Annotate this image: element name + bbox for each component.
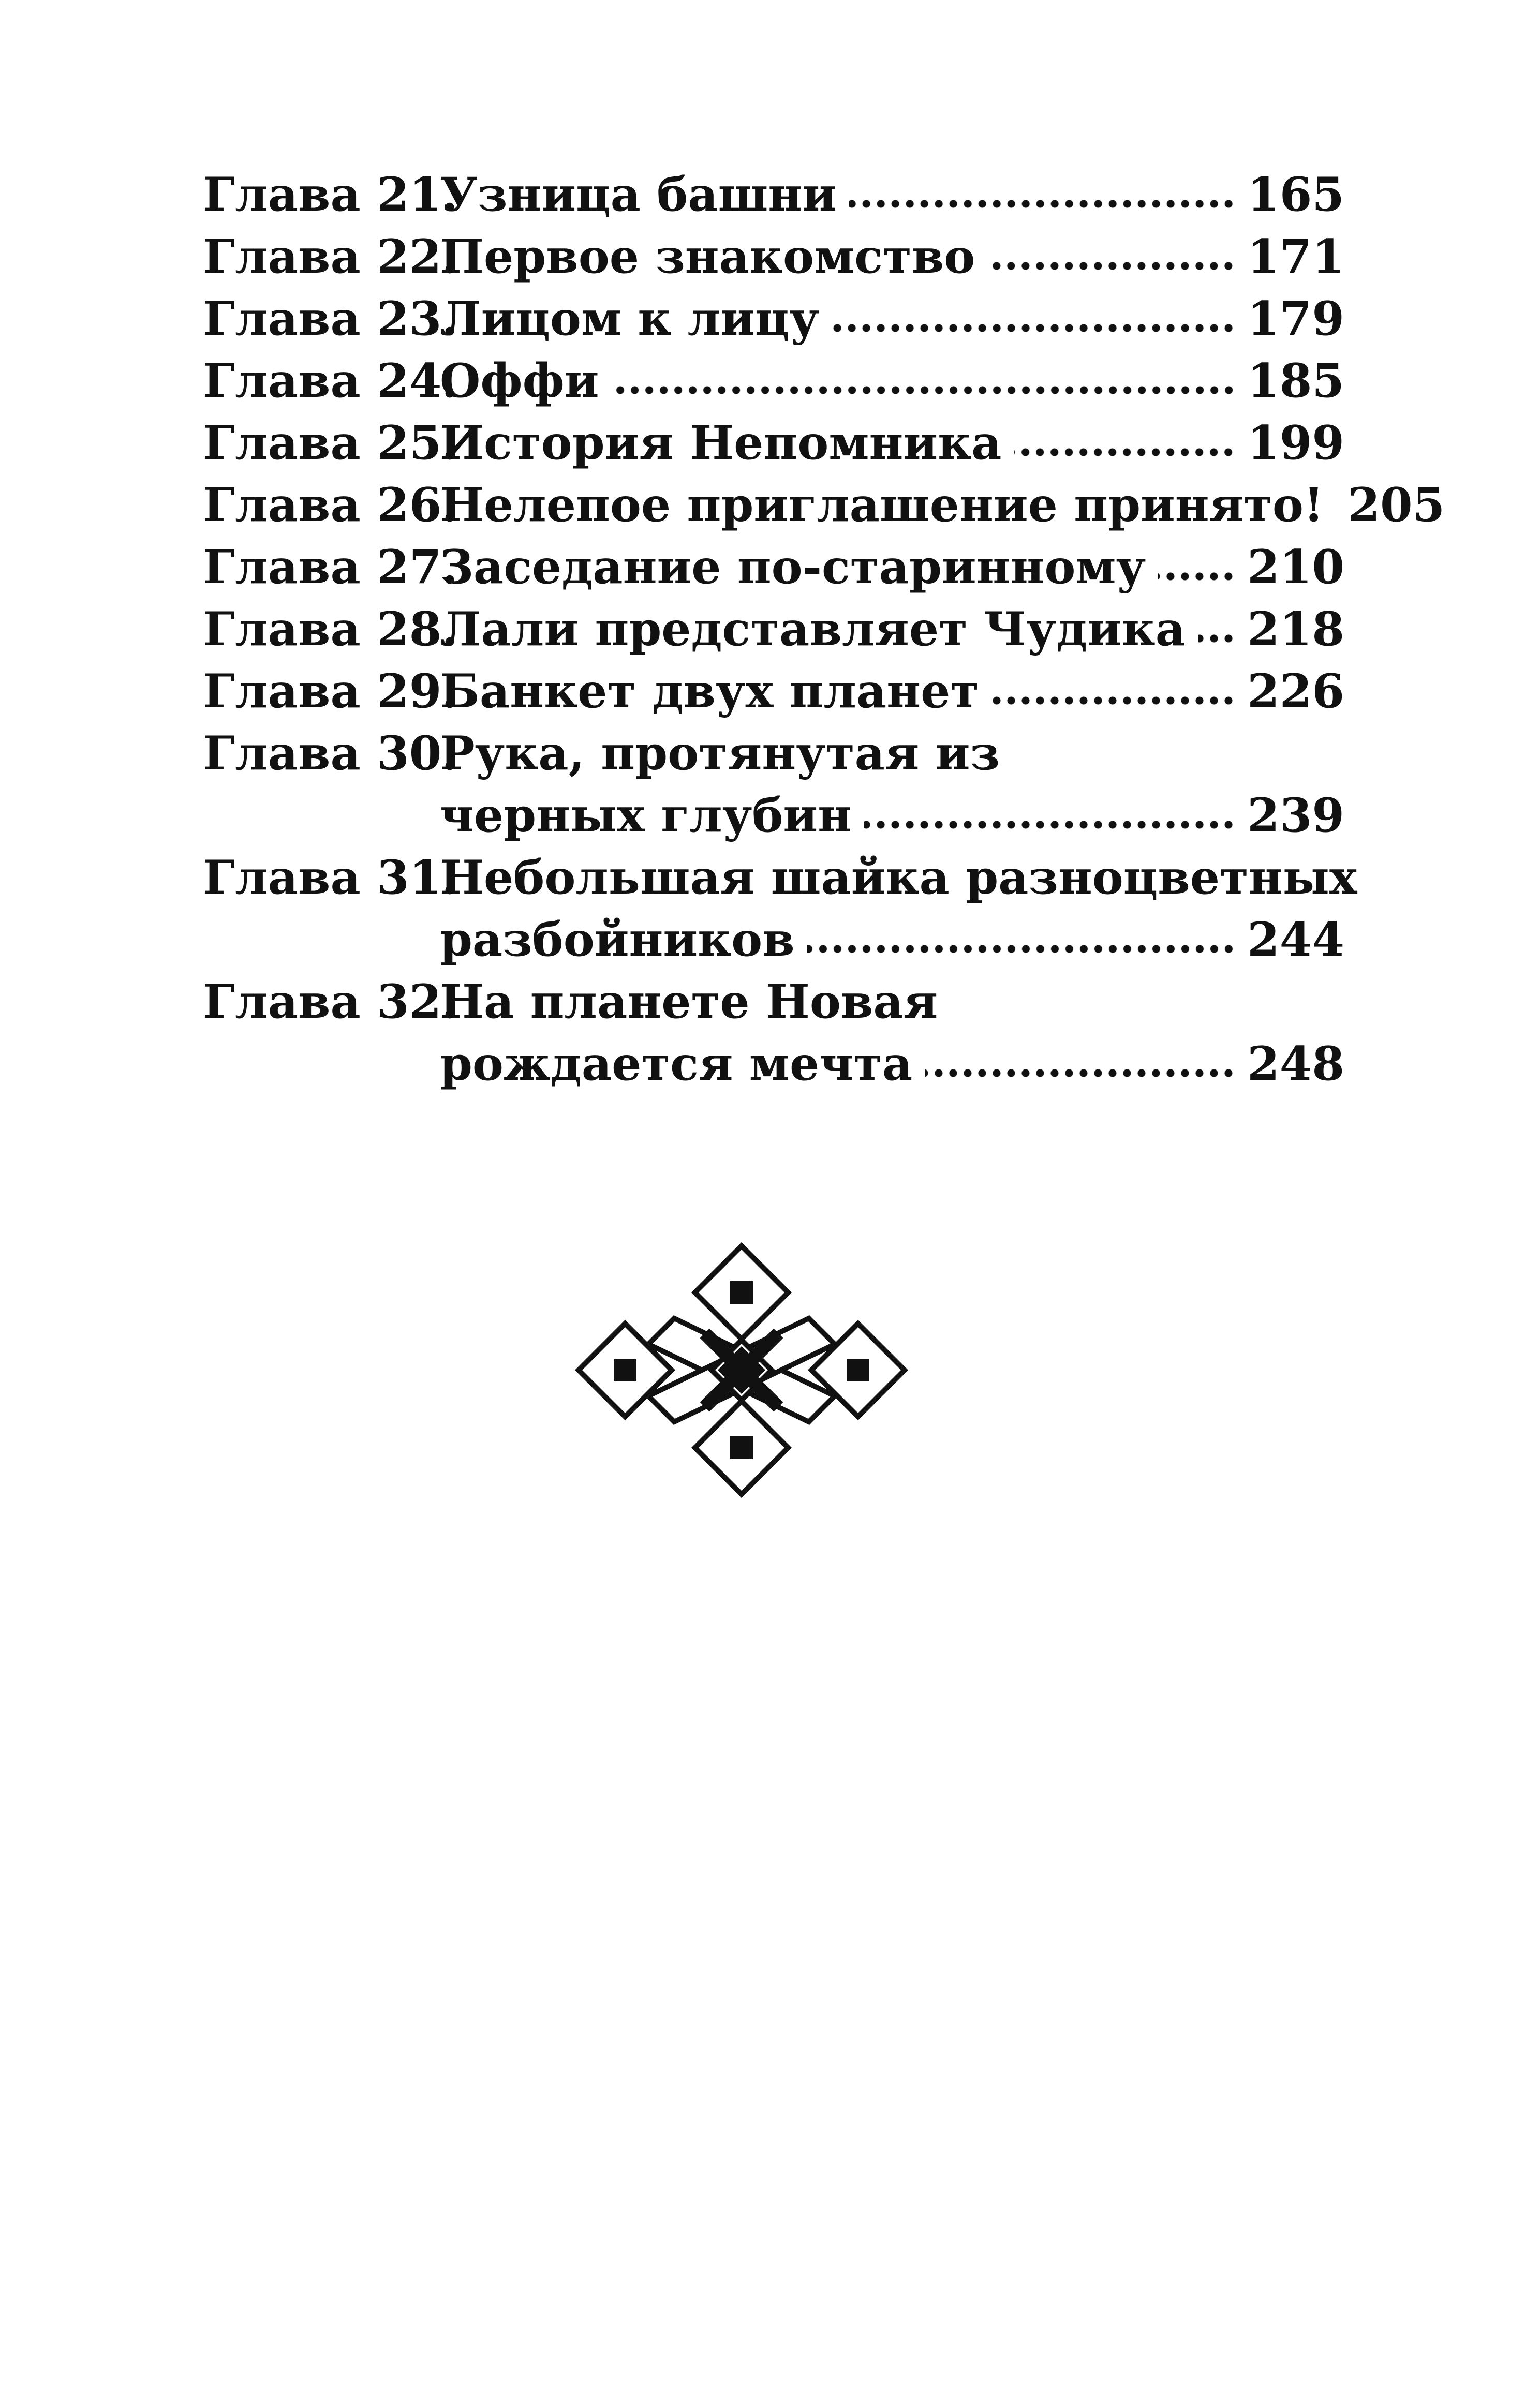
chapter-number: Глава 22. bbox=[203, 229, 458, 284]
chapter-number: Глава 21. bbox=[203, 167, 458, 222]
toc-line bbox=[203, 536, 1344, 598]
chapter-title: Небольшая шайка разноцветных bbox=[440, 850, 1357, 905]
toc-line bbox=[203, 909, 1344, 971]
page-number: 179 bbox=[1247, 291, 1344, 346]
chapter-title: Узница башни bbox=[440, 167, 837, 222]
toc-line bbox=[203, 412, 1344, 474]
toc-entry bbox=[203, 288, 1344, 350]
chapter-title: Лали представляет Чудика bbox=[440, 602, 1186, 657]
dot-leader bbox=[807, 915, 1236, 956]
dot-leader bbox=[1198, 604, 1236, 646]
chapter-title: Нелепое приглашение принято! bbox=[440, 478, 1324, 532]
toc-entry bbox=[203, 536, 1344, 598]
toc-entry bbox=[203, 474, 1445, 536]
table-of-contents bbox=[203, 163, 1445, 1095]
toc-line bbox=[203, 1033, 1344, 1095]
chapter-title: Оффи bbox=[440, 353, 599, 408]
dot-leader bbox=[1158, 542, 1236, 584]
toc-line bbox=[203, 226, 1344, 288]
toc-line bbox=[203, 722, 1344, 784]
leader-row bbox=[440, 163, 1344, 226]
chapter-title: Лицом к лицу bbox=[440, 291, 820, 346]
chapter-number: Глава 25. bbox=[203, 415, 458, 470]
chapter-title: История Непомника bbox=[440, 415, 1002, 470]
chapter-title: разбойников bbox=[440, 912, 795, 967]
chapter-number: Глава 23. bbox=[203, 291, 458, 346]
chapter-number: Глава 28. bbox=[203, 602, 458, 657]
chapter-title: Рука, протянутая из bbox=[440, 726, 1000, 781]
chapter-title: Банкет двух планет bbox=[440, 664, 980, 719]
diamond-knot-ornament-icon bbox=[573, 1241, 910, 1499]
chapter-number: Глава 32. bbox=[203, 974, 458, 1029]
toc-entry bbox=[203, 226, 1344, 288]
toc-entry bbox=[203, 350, 1344, 412]
toc-line bbox=[203, 350, 1344, 412]
toc-entry bbox=[203, 598, 1344, 660]
leader-row bbox=[440, 536, 1344, 598]
dot-leader bbox=[987, 232, 1236, 273]
chapter-number: Глава 30. bbox=[203, 726, 458, 781]
toc-entry bbox=[203, 660, 1344, 722]
page-number: 210 bbox=[1247, 540, 1344, 594]
leader-row bbox=[440, 412, 1344, 474]
dot-leader bbox=[849, 170, 1236, 211]
chapter-number: Глава 26. bbox=[203, 478, 458, 532]
toc-entry bbox=[203, 163, 1344, 226]
page-number: 205 bbox=[1348, 478, 1445, 532]
page-number: 185 bbox=[1247, 353, 1344, 408]
dot-leader bbox=[832, 294, 1236, 335]
toc-entry bbox=[203, 846, 1357, 971]
leader-row bbox=[440, 909, 1344, 971]
dot-leader bbox=[864, 791, 1236, 832]
toc-line bbox=[203, 163, 1344, 226]
leader-row bbox=[440, 474, 1445, 536]
leader-row bbox=[440, 288, 1344, 350]
toc-entry bbox=[203, 722, 1344, 846]
page-number: 218 bbox=[1247, 602, 1344, 657]
page-number: 244 bbox=[1247, 912, 1344, 967]
chapter-number: Глава 24. bbox=[203, 353, 458, 408]
leader-row bbox=[440, 660, 1344, 722]
toc-entry bbox=[203, 971, 1344, 1095]
chapter-title: Первое знакомство bbox=[440, 229, 975, 284]
dot-leader bbox=[925, 1039, 1236, 1080]
page-number: 239 bbox=[1247, 788, 1344, 843]
chapter-title: На планете Новая bbox=[440, 974, 938, 1029]
page-number: 248 bbox=[1247, 1036, 1344, 1091]
page-number: 171 bbox=[1247, 229, 1344, 284]
toc-line bbox=[203, 288, 1344, 350]
page-number: 165 bbox=[1247, 167, 1344, 222]
leader-row bbox=[440, 1033, 1344, 1095]
dot-leader bbox=[612, 356, 1236, 397]
toc-line bbox=[203, 660, 1344, 722]
leader-row bbox=[440, 598, 1344, 660]
chapter-number: Глава 31. bbox=[203, 850, 458, 905]
toc-line bbox=[203, 784, 1344, 846]
dot-leader bbox=[991, 666, 1236, 708]
page-number: 226 bbox=[1247, 664, 1344, 719]
toc-line bbox=[203, 846, 1357, 909]
toc-entry bbox=[203, 412, 1344, 474]
chapter-number: Глава 27. bbox=[203, 540, 458, 594]
leader-row bbox=[440, 350, 1344, 412]
toc-line bbox=[203, 971, 1344, 1033]
chapter-title: черных глубин bbox=[440, 788, 852, 843]
chapter-title: рождается мечта bbox=[440, 1036, 913, 1091]
chapter-title: Заседание по-старинному bbox=[440, 540, 1146, 594]
page-number: 199 bbox=[1247, 415, 1344, 470]
dot-leader bbox=[1014, 418, 1236, 459]
leader-row bbox=[440, 784, 1344, 846]
toc-line bbox=[203, 598, 1344, 660]
toc-line bbox=[203, 474, 1445, 536]
leader-row bbox=[440, 226, 1344, 288]
chapter-number: Глава 29. bbox=[203, 664, 458, 719]
